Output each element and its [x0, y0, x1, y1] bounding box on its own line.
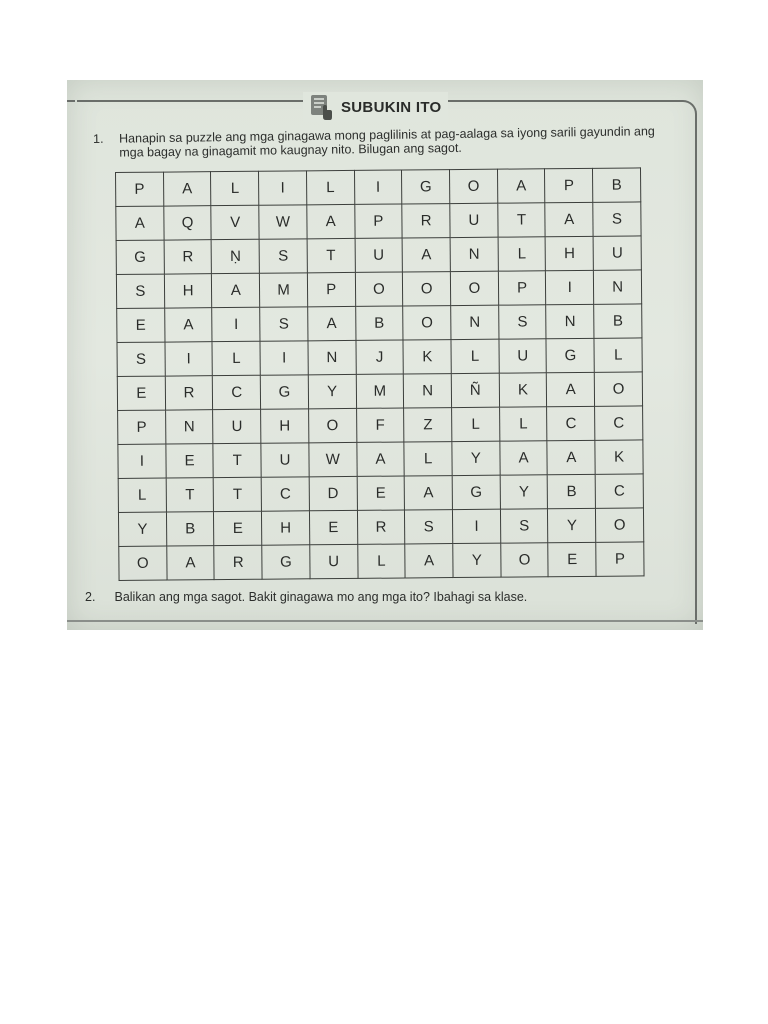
grid-cell[interactable]: G: [116, 240, 164, 274]
grid-cell[interactable]: Y: [118, 512, 166, 546]
worksheet-photo: [67, 80, 703, 630]
grid-cell[interactable]: L: [211, 171, 259, 205]
grid-cell[interactable]: T: [166, 478, 214, 512]
grid-cell[interactable]: Y: [500, 475, 548, 509]
grid-cell[interactable]: Ṇ: [212, 239, 260, 273]
grid-cell[interactable]: P: [545, 168, 593, 202]
grid-cell[interactable]: N: [594, 270, 642, 304]
book-pointer-icon: [309, 93, 333, 121]
grid-cell[interactable]: U: [310, 544, 358, 578]
section-title: SUBUKIN ITO: [341, 98, 442, 116]
grid-cell[interactable]: Y: [453, 543, 501, 577]
grid-cell[interactable]: W: [309, 442, 357, 476]
grid-cell[interactable]: L: [594, 338, 642, 372]
grid-cell[interactable]: W: [259, 205, 307, 239]
grid-cell[interactable]: N: [308, 340, 356, 374]
grid-cell[interactable]: U: [355, 238, 403, 272]
grid-cell[interactable]: S: [117, 342, 165, 376]
grid-cell[interactable]: J: [356, 340, 404, 374]
grid-cell[interactable]: A: [164, 308, 212, 342]
frame-line-left: [67, 100, 75, 102]
grid-cell[interactable]: I: [260, 341, 308, 375]
grid-cell[interactable]: E: [548, 542, 596, 576]
grid-cell[interactable]: B: [593, 168, 641, 202]
grid-cell[interactable]: O: [403, 272, 451, 306]
grid-cell[interactable]: T: [307, 238, 355, 272]
grid-cell[interactable]: I: [354, 170, 402, 204]
grid-cell[interactable]: G: [260, 375, 308, 409]
grid-cell[interactable]: A: [307, 204, 355, 238]
grid-cell[interactable]: L: [452, 407, 500, 441]
grid-cell[interactable]: L: [451, 339, 499, 373]
grid-row: [116, 202, 641, 241]
grid-cell[interactable]: T: [213, 443, 261, 477]
grid-cell[interactable]: E: [357, 476, 405, 510]
grid-row: [118, 508, 643, 547]
grid-cell[interactable]: N: [546, 304, 594, 338]
grid-cell[interactable]: Y: [452, 441, 500, 475]
grid-cell[interactable]: U: [593, 236, 641, 270]
bottom-divider: [67, 620, 703, 622]
grid-cell[interactable]: E: [214, 511, 262, 545]
grid-cell[interactable]: I: [452, 509, 500, 543]
question-1-number: 1.: [93, 131, 104, 146]
grid-cell[interactable]: C: [261, 477, 309, 511]
grid-cell[interactable]: L: [118, 478, 166, 512]
question-2: [85, 590, 645, 604]
grid-cell[interactable]: B: [166, 512, 214, 546]
grid-cell[interactable]: S: [500, 509, 548, 543]
grid-cell[interactable]: E: [117, 308, 165, 342]
grid-cell[interactable]: G: [262, 545, 310, 579]
grid-cell[interactable]: I: [165, 342, 213, 376]
grid-cell[interactable]: O: [403, 306, 451, 340]
grid-row: [117, 304, 642, 343]
grid-cell[interactable]: S: [498, 305, 546, 339]
grid-cell[interactable]: G: [546, 338, 594, 372]
grid-cell[interactable]: A: [547, 440, 595, 474]
grid-cell[interactable]: R: [164, 240, 212, 274]
grid-cell[interactable]: A: [163, 172, 211, 206]
grid-cell[interactable]: B: [594, 304, 642, 338]
grid-cell[interactable]: S: [593, 202, 641, 236]
grid-cell[interactable]: I: [546, 270, 594, 304]
grid-cell[interactable]: T: [498, 203, 546, 237]
question-2-number: 2.: [85, 590, 96, 604]
grid-cell[interactable]: D: [309, 476, 357, 510]
grid-cell[interactable]: A: [497, 169, 545, 203]
grid-cell[interactable]: L: [357, 544, 405, 578]
grid-cell[interactable]: L: [212, 341, 260, 375]
grid-cell[interactable]: R: [214, 545, 262, 579]
grid-cell[interactable]: A: [308, 306, 356, 340]
grid-row: [117, 338, 642, 377]
grid-cell[interactable]: M: [356, 374, 404, 408]
grid-cell[interactable]: L: [306, 170, 354, 204]
word-search-grid: [115, 167, 645, 581]
grid-cell[interactable]: H: [546, 236, 594, 270]
grid-cell[interactable]: U: [261, 443, 309, 477]
grid-cell[interactable]: A: [166, 546, 214, 580]
grid-row: [119, 542, 644, 581]
grid-row: [117, 372, 642, 411]
grid-cell[interactable]: H: [164, 274, 212, 308]
grid-row: [116, 270, 641, 309]
grid-cell[interactable]: V: [211, 205, 259, 239]
grid-cell[interactable]: T: [214, 477, 262, 511]
grid-cell[interactable]: Ñ: [451, 373, 499, 407]
grid-cell[interactable]: C: [547, 406, 595, 440]
grid-cell[interactable]: U: [213, 409, 261, 443]
grid-cell[interactable]: O: [450, 271, 498, 305]
grid-cell[interactable]: I: [118, 444, 166, 478]
grid-cell[interactable]: R: [165, 376, 213, 410]
grid-cell[interactable]: Y: [308, 374, 356, 408]
grid-cell[interactable]: A: [356, 442, 404, 476]
grid-cell[interactable]: I: [212, 307, 260, 341]
grid-cell[interactable]: K: [595, 440, 643, 474]
grid-cell[interactable]: L: [499, 407, 547, 441]
grid-cell[interactable]: B: [548, 474, 596, 508]
question-1-text: Hanapin sa puzzle ang mga ginagawa mong paglilinis at pag-aalaga sa iyong sarili gayundin ang mga bagay na ginagamit mo kaugnay nito. Bilugan ang sagot.: [118, 124, 655, 160]
grid-cell[interactable]: O: [450, 169, 498, 203]
grid-cell[interactable]: S: [116, 274, 164, 308]
grid-cell[interactable]: R: [402, 204, 450, 238]
grid-cell[interactable]: G: [452, 475, 500, 509]
grid-cell[interactable]: E: [166, 444, 214, 478]
grid-cell[interactable]: A: [404, 476, 452, 510]
grid-cell[interactable]: N: [404, 374, 452, 408]
grid-cell[interactable]: I: [259, 171, 307, 205]
grid-cell[interactable]: O: [501, 543, 549, 577]
section-header: [303, 92, 448, 122]
grid-cell[interactable]: P: [307, 272, 355, 306]
grid-row: [116, 168, 641, 207]
grid-cell[interactable]: U: [499, 339, 547, 373]
grid-cell[interactable]: P: [118, 410, 166, 444]
grid-cell[interactable]: C: [595, 406, 643, 440]
grid-row: [118, 440, 643, 479]
grid-cell[interactable]: C: [595, 474, 643, 508]
grid-cell[interactable]: N: [451, 305, 499, 339]
grid-cell[interactable]: E: [117, 376, 165, 410]
grid-cell[interactable]: A: [405, 544, 453, 578]
grid-cell[interactable]: L: [498, 237, 546, 271]
grid-cell[interactable]: P: [116, 172, 164, 206]
grid-cell[interactable]: O: [308, 408, 356, 442]
grid-cell[interactable]: P: [596, 542, 644, 576]
grid-cell[interactable]: N: [165, 410, 213, 444]
grid-cell[interactable]: O: [596, 508, 644, 542]
grid-row: [118, 474, 643, 513]
grid-cell[interactable]: E: [309, 510, 357, 544]
grid-row: [118, 406, 643, 445]
grid-cell[interactable]: A: [402, 238, 450, 272]
grid-cell[interactable]: F: [356, 408, 404, 442]
grid-cell[interactable]: U: [450, 203, 498, 237]
grid-cell[interactable]: S: [405, 510, 453, 544]
grid-cell[interactable]: B: [355, 306, 403, 340]
grid-cell[interactable]: K: [403, 340, 451, 374]
grid-cell[interactable]: Z: [404, 408, 452, 442]
grid-cell[interactable]: A: [212, 273, 260, 307]
question-2-text: Balikan ang mga sagot. Bakit ginagawa mo ang mga ito? Ibahagi sa klase.: [114, 590, 528, 604]
grid-cell[interactable]: A: [545, 202, 593, 236]
grid-cell[interactable]: C: [213, 375, 261, 409]
grid-cell[interactable]: R: [357, 510, 405, 544]
grid-cell[interactable]: H: [262, 511, 310, 545]
grid-cell[interactable]: L: [404, 442, 452, 476]
grid-cell[interactable]: A: [500, 441, 548, 475]
grid-cell[interactable]: Y: [548, 508, 596, 542]
grid-cell[interactable]: H: [261, 409, 309, 443]
grid-cell[interactable]: P: [498, 271, 546, 305]
grid-cell[interactable]: S: [260, 307, 308, 341]
grid-cell[interactable]: M: [260, 273, 308, 307]
grid-cell[interactable]: O: [355, 272, 403, 306]
grid-cell[interactable]: A: [547, 372, 595, 406]
grid-cell[interactable]: K: [499, 373, 547, 407]
grid-cell[interactable]: O: [594, 372, 642, 406]
grid-row: [116, 236, 641, 275]
grid-cell[interactable]: Q: [164, 206, 212, 240]
grid-cell[interactable]: O: [119, 546, 167, 580]
grid-cell[interactable]: S: [259, 239, 307, 273]
grid-cell[interactable]: P: [354, 204, 402, 238]
grid-cell[interactable]: A: [116, 206, 164, 240]
grid-cell[interactable]: G: [402, 170, 450, 204]
grid-cell[interactable]: N: [450, 237, 498, 271]
